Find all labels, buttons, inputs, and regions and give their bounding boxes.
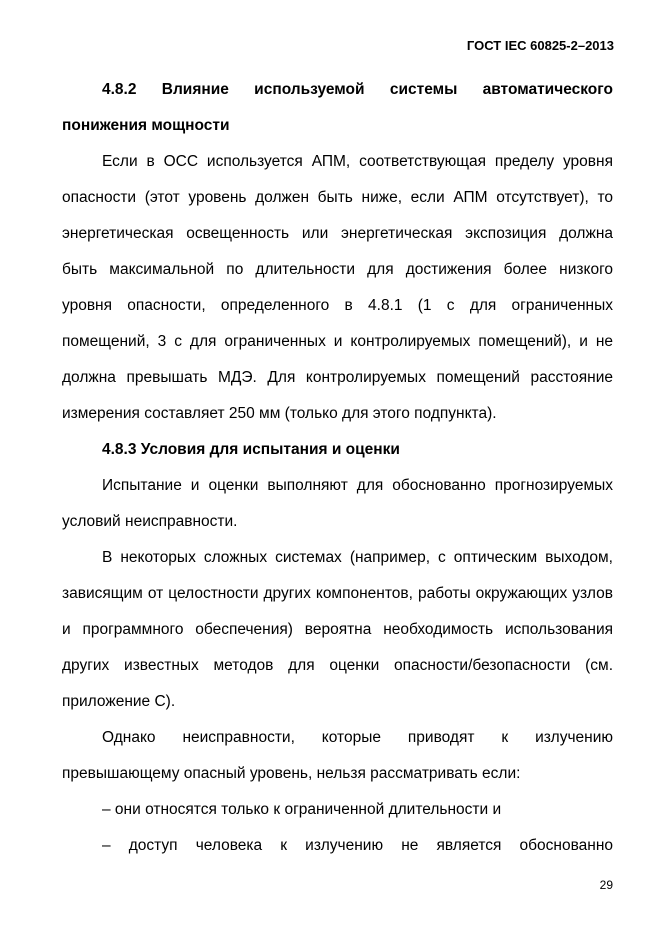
section-4-8-2-title-cont: понижения мощности — [62, 117, 230, 134]
list-item: – доступ человека к излучению не является обоснованно — [102, 837, 613, 854]
section-4-8-2-title: 4.8.2 Влияние используемой системы автоматического — [102, 81, 613, 98]
paragraph-line: зависящим от целостности других компонентов, работы окружающих узлов — [62, 585, 613, 602]
paragraph-line: и программного обеспечения) вероятна необходимость использования — [62, 621, 613, 638]
paragraph-line-last: приложение С). — [62, 693, 176, 710]
paragraph-line: Однако неисправности, которые приводят к излучению — [102, 729, 613, 746]
page-number: 29 — [599, 878, 613, 892]
paragraph-line: опасности (этот уровень должен быть ниже, если АПМ отсутствует), то — [62, 189, 613, 206]
paragraph-line: энергетическая освещенность или энергетическая экспозиция должна — [62, 225, 613, 242]
paragraph-line: Испытание и оценки выполняют для обоснованно прогнозируемых — [102, 477, 613, 494]
list-item: – они относятся только к ограниченной длительности и — [102, 801, 502, 818]
paragraph-line: помещений, 3 с для ограниченных и контролируемых помещений), и не — [62, 333, 613, 350]
paragraph-line: быть максимальной по длительности для достижения более низкого — [62, 261, 613, 278]
paragraph-line: В некоторых сложных системах (например, с оптическим выходом, — [102, 549, 613, 566]
section-4-8-3-title: 4.8.3 Условия для испытания и оценки — [102, 441, 400, 458]
paragraph-line: других известных методов для оценки опасности/безопасности (см. — [62, 657, 613, 674]
document-header: ГОСТ IEC 60825-2–2013 — [466, 38, 614, 53]
paragraph-line: должна превышать МДЭ. Для контролируемых помещений расстояние — [62, 369, 613, 386]
paragraph-line: Если в ОСС используется АПМ, соответствующая пределу уровня — [102, 153, 613, 170]
paragraph-line-last: превышающему опасный уровень, нельзя рассматривать если: — [62, 765, 521, 782]
paragraph-line-last: условий неисправности. — [62, 513, 238, 530]
page-content — [62, 72, 613, 864]
paragraph-line-last: измерения составляет 250 мм (только для этого подпункта). — [62, 405, 497, 422]
paragraph-line: уровня опасности, определенного в 4.8.1 (1 с для ограниченных — [62, 297, 613, 314]
